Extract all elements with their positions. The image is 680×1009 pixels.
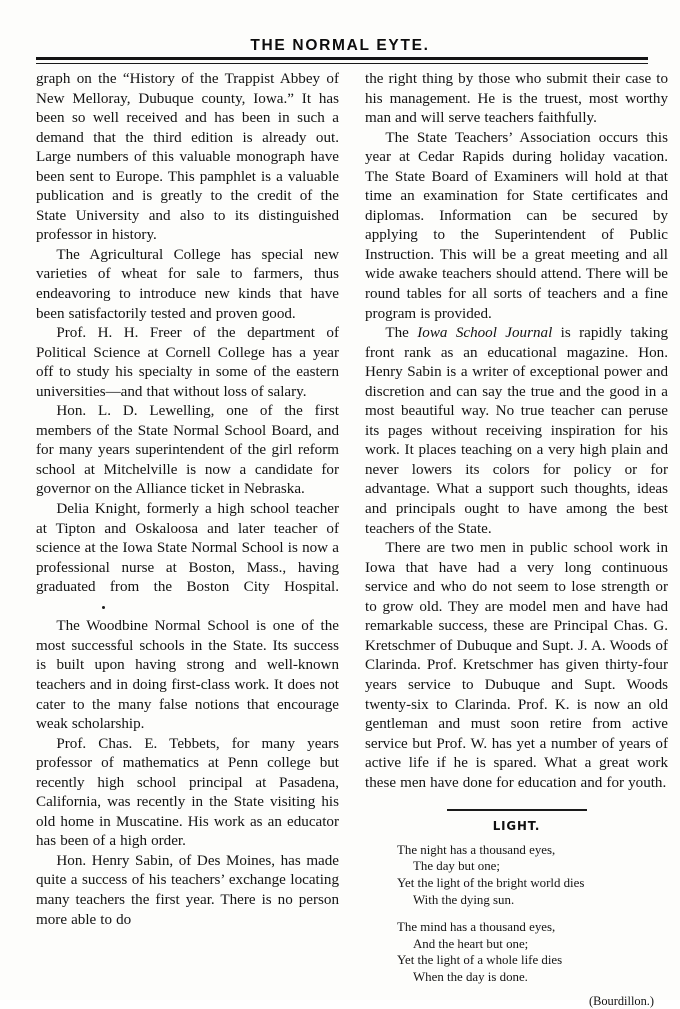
running-head [36, 38, 644, 54]
paragraph-iowa-school-journal [365, 324, 668, 539]
poem-title: LIGHT. [492, 817, 541, 833]
poem-stanza-1 [365, 842, 668, 908]
paragraph-right-thing: the right thing by those who submit their case to his management. He is the truest, most worthy man and will serve teachers faithfully. [365, 71, 668, 127]
header-rule-thin [36, 63, 648, 64]
poem-line: And the heart but one; [413, 936, 529, 951]
poem-light [365, 809, 668, 1008]
paragraph-delia-knight-text: Delia Knight, formerly a high school teacher at Tipton and Oskaloosa and later teacher of science at the Iowa State Normal School is now a professional nurse at Boston, Mass., having graduated from the Boston City Hospital. [36, 501, 339, 596]
journal-title-italic: Iowa School Journal [417, 325, 553, 342]
poem-stanza-2 [365, 919, 668, 985]
header-rule-thick [36, 57, 648, 60]
journal-body-text: is rapidly taking front rank as an educational magazine. Hon. Henry Sabin is a writer of exceptional power and discretion and can say the true and the good in a most beautiful way. No true teacher can peruse its pages without receiving inspiration for his work. It places teaching on a very high plain and never lowers its colors for policy or for advantage. What a support such thoughts, ideas and principals ought to have among the best teachers of the State. [365, 325, 669, 537]
paragraph-prof-freer: Prof. H. H. Freer of the department of Political Science at Cornell College has a year off to study his specialty in some of the eastern universities—and that without loss of salary. [36, 325, 339, 400]
paragraph-woodbine-normal-school: The Woodbine Normal School is one of the most successful schools in the State. Its success is built upon having strong and well-known teachers and in doing first-class work. It does not cater to the many false notions that encourage weak scholarship. [36, 618, 339, 733]
paragraph-agricultural-college: The Agricultural College has special new varieties of wheat for sale to farmers, thus endeavoring to introduce new kinds that have been satisfactorily tested and proven good. [36, 246, 339, 322]
text-columns [36, 70, 669, 1008]
page-title: THE NORMAL EYTE. [250, 37, 430, 54]
paragraph-state-teachers-association: The State Teachers’ Association occurs this year at Cedar Rapids during holiday vacation. The State Board of Examiners will hold at that time an examination for State certificates and diplomas. Information can be secured by applying to the Superintendent of Public Instruction. This will be a great meeting and all wide awake teachers should attend. There will be round tables for all sorts of teachers and a fine program is provided. [365, 129, 668, 322]
paragraph-two-men: There are two men in public school work in Iowa that have had a very long continuous service and who do not seem to lose strength or to grow old. They are model men and have had remarkable success, these are Principal Chas. G. Kretschmer of Dubuque and Supt. J. A. Woods of Clarinda. Prof. Kretschmer has given thirty-four years service to Dubuque and Supt. Woods twenty-six to Clarinda. Prof. K. is now an old gentleman and must soon retire from active service but Prof. W. has yet a number of years of active life if he is spared. What a great work these men have done for education and for youth. [365, 540, 668, 791]
poem-line: Yet the light of the bright world dies [397, 876, 585, 891]
poem-line: The day but one; [413, 859, 500, 874]
paragraph-delia-knight [36, 500, 339, 617]
poem-line: The mind has a thousand eyes, [397, 920, 556, 935]
scan-artifact-dot [102, 606, 105, 609]
poem-attribution: (Bourdillon.) [588, 993, 654, 1008]
right-column [365, 70, 669, 1008]
paragraph-hon-sabin: Hon. Henry Sabin, of Des Moines, has made quite a success of his teachers’ exchange locating many teachers the first year. There is no person more able to do [36, 852, 339, 928]
left-column [36, 70, 339, 992]
poem-line: Yet the light of a whole life dies [397, 953, 563, 968]
paragraph-prof-tebbets: Prof. Chas. E. Tebbets, for many years professor of mathematics at Penn college but recently high school principal at Pasadena, California, was recently in the State visiting his old home in Muscatine. His work as an educator has been of a high order. [36, 735, 339, 850]
poem-line: With the dying sun. [413, 892, 515, 907]
poem-line: When the day is done. [413, 969, 528, 984]
poem-line: The night has a thousand eyes, [397, 842, 556, 857]
paragraph-trappist-abbey: graph on the “History of the Trappist Abbey of New Melloray, Dubuque county, Iowa.” It has been so well received and has been in such a demand that the third edition is already out. Large numbers of this valuable monograph have been sent to Europe. This pamphlet is a valuable publication and is greatly to the credit of the State University and also to its distinguished professor in history. [36, 71, 339, 244]
journal-lead-text: The [385, 325, 418, 342]
poem-divider-rule [447, 809, 587, 811]
paragraph-hon-lewelling: Hon. L. D. Lewelling, one of the first members of the State Normal School Board, and for many years superintendent of the girl reform school at Mitchelville is now a candidate for governor on the Alliance ticket in Nebraska. [36, 403, 339, 498]
